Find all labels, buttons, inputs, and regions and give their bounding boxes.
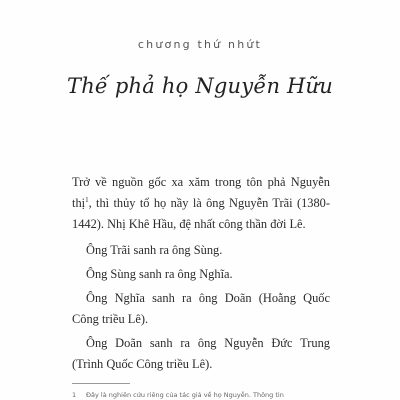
chapter-label: chương thứ nhứt <box>137 38 263 51</box>
footnote-divider <box>72 383 130 384</box>
chapter-title: Thế phả họ Nguyễn Hữu <box>66 74 334 98</box>
footnote <box>72 391 342 399</box>
paragraph-1-text-b: , thì thủy tổ họ nầy là ông Nguyễn Trãi (1380-1442). Nhị Khê Hầu, đệ nhất công thần đời Lê. <box>72 196 330 231</box>
paragraph-5: Ông Doãn sanh ra ông Nguyễn Đức Trung (Trình Quốc Công triều Lê). <box>72 336 330 371</box>
footnote-number: 1 <box>72 391 77 399</box>
paragraph-4: Ông Nghĩa sanh ra ông Doãn (Hoằng Quốc Công triều Lê). <box>72 291 330 326</box>
paragraph-2: Ông Trãi sanh ra ông Sùng. <box>86 243 223 257</box>
paragraph-1-text-a: Trở về nguồn gốc xa xăm trong tôn phả Nguyễn thị <box>72 175 330 210</box>
footnote-text: Đây là nghiên cứu riêng của tác giả về họ Nguyễn. Thông tin <box>86 391 284 399</box>
footnote-reference[interactable]: 1 <box>85 195 89 204</box>
body-text <box>72 172 330 378</box>
paragraph-3: Ông Sùng sanh ra ông Nghĩa. <box>86 267 233 281</box>
paragraph-1 <box>72 172 330 235</box>
